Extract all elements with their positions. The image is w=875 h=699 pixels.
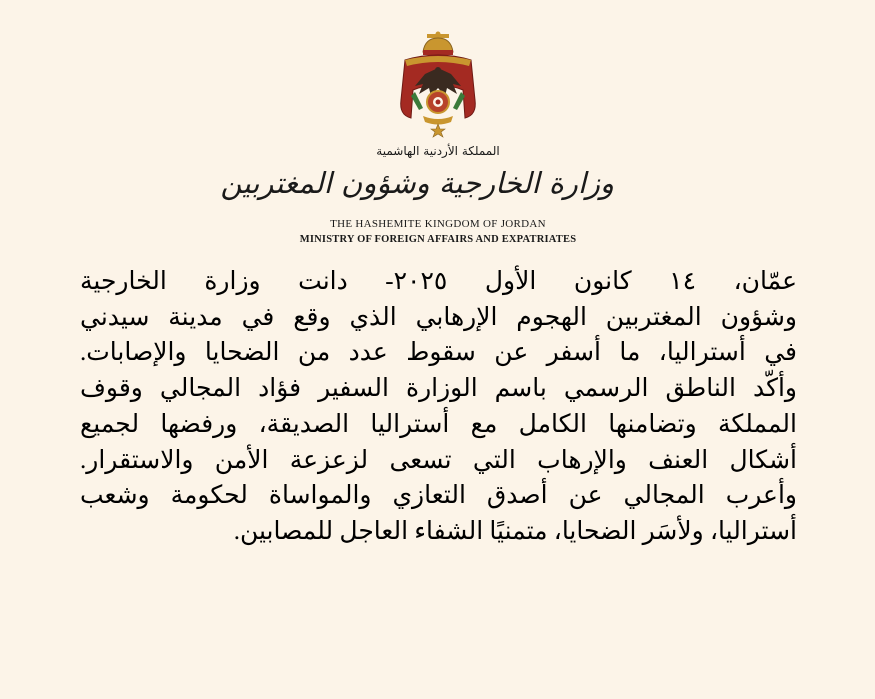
statement-line: أستراليا، ولأسَر الضحايا، متمنيًا الشفاء العاجل للمصابين.	[233, 517, 797, 545]
shield-icon	[427, 91, 449, 113]
english-ministry-name: MINISTRY OF FOREIGN AFFAIRS AND EXPATRIATES	[299, 234, 577, 245]
jordan-coat-of-arms-icon	[385, 30, 491, 138]
statement-line: أشكال العنف والإرهاب التي تسعى لزعزعة الأمن والاستقرار.	[80, 446, 797, 474]
press-statement	[80, 264, 797, 550]
arabic-ministry-name: وزارة الخارجية وشؤون المغتربين	[220, 166, 614, 200]
arabic-kingdom-name: المملكة الأردنية الهاشمية	[376, 144, 500, 158]
statement-line: وأكّد الناطق الرسمي باسم الوزارة السفير فؤاد المجالي وقوف	[80, 375, 797, 403]
statement-line: عمّان، ١٤ كانون الأول ٢٠٢٥- دانت وزارة الخارجية	[80, 268, 797, 295]
star-icon	[431, 124, 445, 137]
statement-line: وأعرب المجالي عن أصدق التعازي والمواساة لحكومة وشعب	[80, 482, 797, 510]
english-kingdom-name: THE HASHEMITE KINGDOM OF JORDAN	[330, 218, 546, 230]
crown-icon	[423, 32, 453, 56]
statement-line: وشؤون المغتربين الهجوم الإرهابي الذي وقع في مدينة سيدني	[80, 303, 797, 331]
statement-line: في أستراليا، ما أسفر عن سقوط عدد من الضحايا والإصابات.	[80, 339, 797, 367]
letterhead	[0, 0, 875, 250]
statement-line: المملكة وتضامنها الكامل مع أستراليا الصديقة، ورفضها لجميع	[80, 410, 797, 438]
